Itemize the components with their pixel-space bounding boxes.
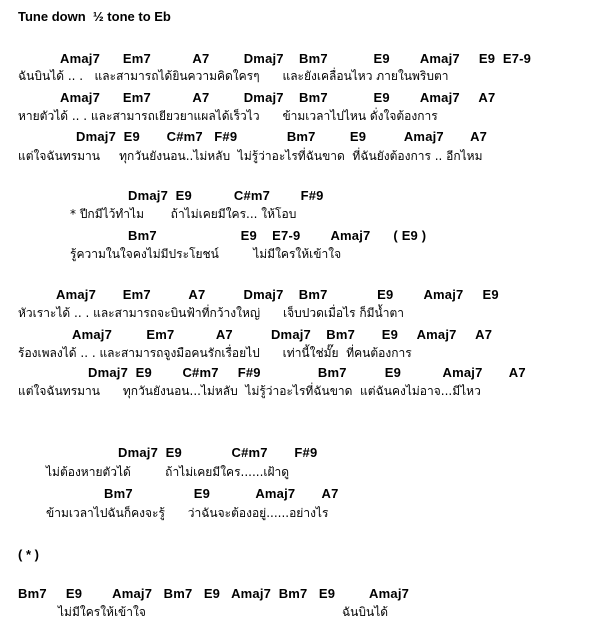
lyric-line: หัวเราะได้ .. . และสามารถจะบินฟ้าที่กว้างใหญ่ เจ็บปวดเมื่อไร ก็มีน้ำตา xyxy=(18,306,405,320)
lyric-line: * ปีกมีไว้ทำไม ถ้าไม่เคยมีใคร... ให้โอบ xyxy=(70,207,297,221)
chord-line: Bm7 E9 E7-9 Amaj7 ( E9 ) xyxy=(128,228,427,243)
lyric-line: หายตัวได้ .. . และสามารถเยียวยาแผลได้เร็วไว ข้ามเวลาไปไหน ดั่งใจต้องการ xyxy=(18,109,438,123)
tuning-note: Tune down ½ tone to Eb xyxy=(18,9,171,24)
chord-line: Amaj7 Em7 A7 Dmaj7 Bm7 E9 Amaj7 A7 xyxy=(72,327,493,342)
lyric-line: ฉันบินได้ .. . และสามารถได้ยินความคิดใครๆ และยังเคลื่อนไหว ภายในพริบตา xyxy=(18,69,449,83)
lyric-line: ข้ามเวลาไปฉันก็คงจะรู้ ว่าฉันจะต้องอยู่......อย่างไร xyxy=(46,506,329,520)
chord-line: Amaj7 Em7 A7 Dmaj7 Bm7 E9 Amaj7 A7 xyxy=(60,90,496,105)
chord-line: Dmaj7 E9 C#m7 F#9 Bm7 E9 Amaj7 A7 xyxy=(88,365,526,380)
lyric-line: ไม่ต้องหายตัวได้ ถ้าไม่เคยมีใคร......เฝ้าดู xyxy=(46,465,290,479)
lyric-line: รู้ความในใจคงไม่มีประโยชน์ ไม่มีใครให้เข้าใจ xyxy=(70,247,342,261)
chord-line: Amaj7 Em7 A7 Dmaj7 Bm7 E9 Amaj7 E9 E7-9 xyxy=(60,51,532,66)
chord-line: Bm7 E9 Amaj7 A7 xyxy=(104,486,339,501)
lyric-line: แต่ใจฉันทรมาน ทุกวันยังนอน..ไม่หลับ ไม่รู้ว่าอะไรที่ฉันขาด ที่ฉันยังต้องการ .. อีกไหม xyxy=(18,149,483,163)
lyric-line: ร้องเพลงได้ .. . และสามารถจูงมือคนรักเรื่อยไป เท่านี้ใช่มั๊ย ที่คนต้องการ xyxy=(18,346,412,360)
chord-line: Dmaj7 E9 C#m7 F#9 xyxy=(118,445,318,460)
lyric-line: แต่ใจฉันทรมาน ทุกวันยังนอน...ไม่หลับ ไม่รู้ว่าอะไรที่ฉันขาด แต่ฉันคงไม่อาจ...มีไหว xyxy=(18,384,481,398)
chord-line: Dmaj7 E9 C#m7 F#9 Bm7 E9 Amaj7 A7 xyxy=(76,129,488,144)
lyric-line: ไม่มีใครให้เข้าใจ xyxy=(58,605,146,619)
chord-line: Bm7 E9 Amaj7 Bm7 E9 Amaj7 Bm7 E9 Amaj7 xyxy=(18,586,410,601)
repeat-marker: ( * ) xyxy=(18,547,39,562)
chord-line: Amaj7 Em7 A7 Dmaj7 Bm7 E9 Amaj7 E9 xyxy=(56,287,499,302)
lyric-line: ฉันบินได้ xyxy=(342,605,389,619)
chord-line: Dmaj7 E9 C#m7 F#9 xyxy=(128,188,324,203)
